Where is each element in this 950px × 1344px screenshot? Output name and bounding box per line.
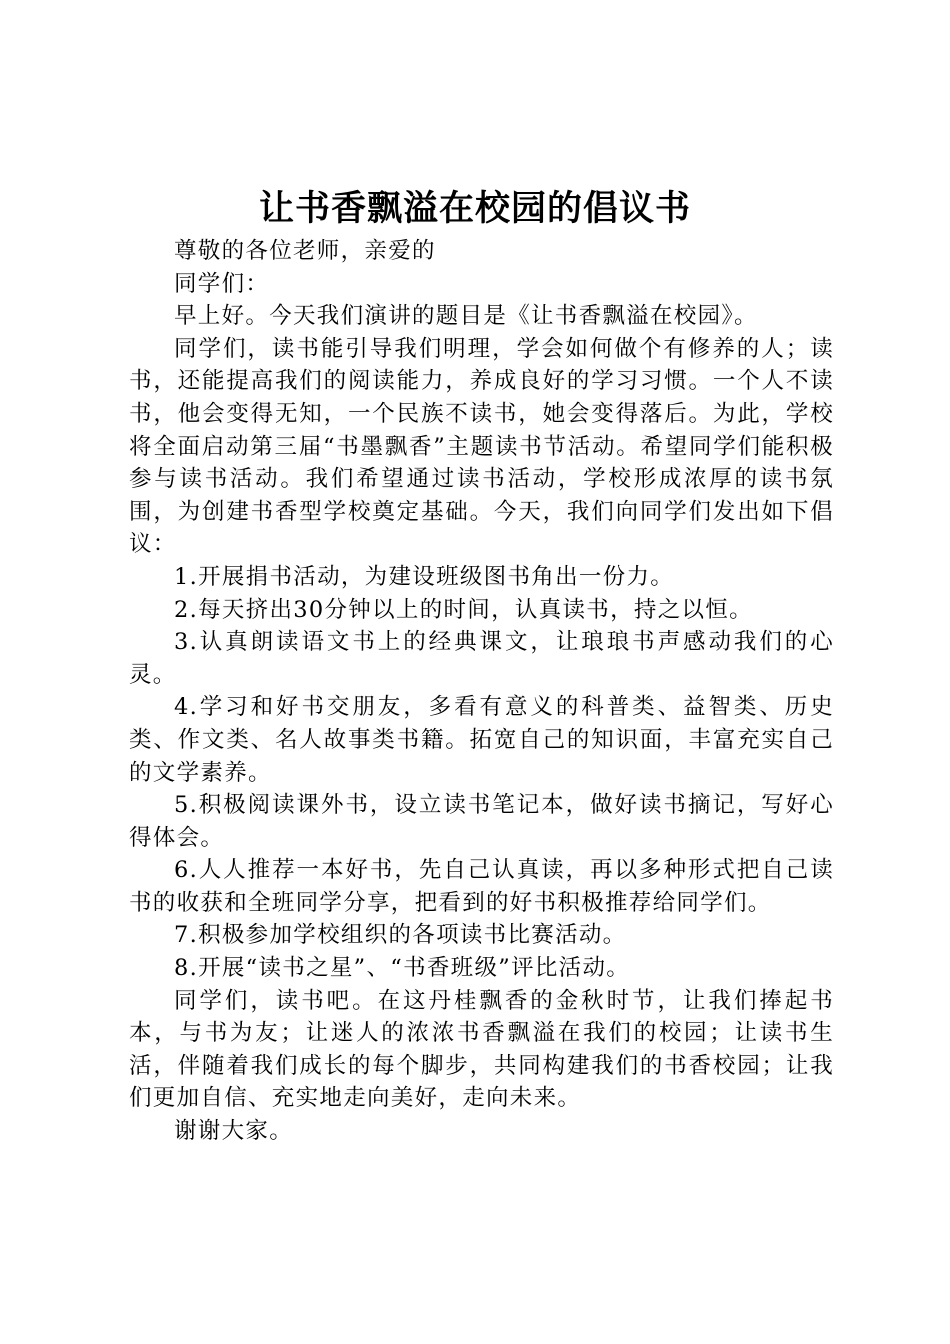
document-title: 让书香飘溢在校园的倡议书 (258, 188, 691, 229)
proposal-item-4: 4.学习和好书交朋友，多看有意义的科普类、益智类、历史类、作文类、名人故事类书籍。拓宽自己的知识面，丰富充实自己的文学素养。 (129, 694, 834, 786)
greeting-line-2: 同学们： (174, 270, 270, 297)
proposal-item-2: 2.每天挤出30分钟以上的时间，认真读书，持之以恒。 (174, 596, 753, 623)
opening-paragraph: 早上好。今天我们演讲的题目是《让书香飘溢在校园》。 (174, 303, 758, 330)
proposal-item-3: 3.认真朗读语文书上的经典课文，让琅琅书声感动我们的心灵。 (129, 629, 834, 688)
proposal-item-7: 7.积极参加学校组织的各项读书比赛活动。 (174, 922, 627, 949)
thanks-line: 谢谢大家。 (174, 1118, 294, 1145)
document-body (129, 235, 834, 1148)
intro-paragraph: 同学们，读书能引导我们明理，学会如何做个有修养的人；读书，还能提高我们的阅读能力，养成良好的学习习惯。一个人不读书，他会变得无知，一个民族不读书，她会变得落后。为此，学校将全面启动第三届“书墨飘香”主题读书节活动。希望同学们能积极参与读书活动。我们希望通过读书活动，学校形成浓厚的读书氛围，为创建书香型学校奠定基础。今天，我们向同学们发出如下倡议： (129, 335, 834, 558)
proposal-item-8: 8.开展“读书之星”、“书香班级”评比活动。 (174, 955, 631, 982)
proposal-item-5: 5.积极阅读课外书，设立读书笔记本，做好读书摘记，写好心得体会。 (129, 792, 834, 851)
proposal-item-6: 6.人人推荐一本好书，先自己认真读，再以多种形式把自己读书的收获和全班同学分享，把看到的好书积极推荐给同学们。 (129, 857, 834, 916)
proposal-item-1: 1.开展捐书活动，为建设班级图书角出一份力。 (174, 563, 675, 590)
closing-paragraph: 同学们，读书吧。在这丹桂飘香的金秋时节，让我们捧起书本，与书为友；让迷人的浓浓书香飘溢在我们的校园；让读书生活，伴随着我们成长的每个脚步，共同构建我们的书香校园；让我们更加自信、充实地走向美好，走向未来。 (129, 987, 834, 1112)
greeting-line-1: 尊敬的各位老师，亲爱的 (174, 238, 436, 264)
